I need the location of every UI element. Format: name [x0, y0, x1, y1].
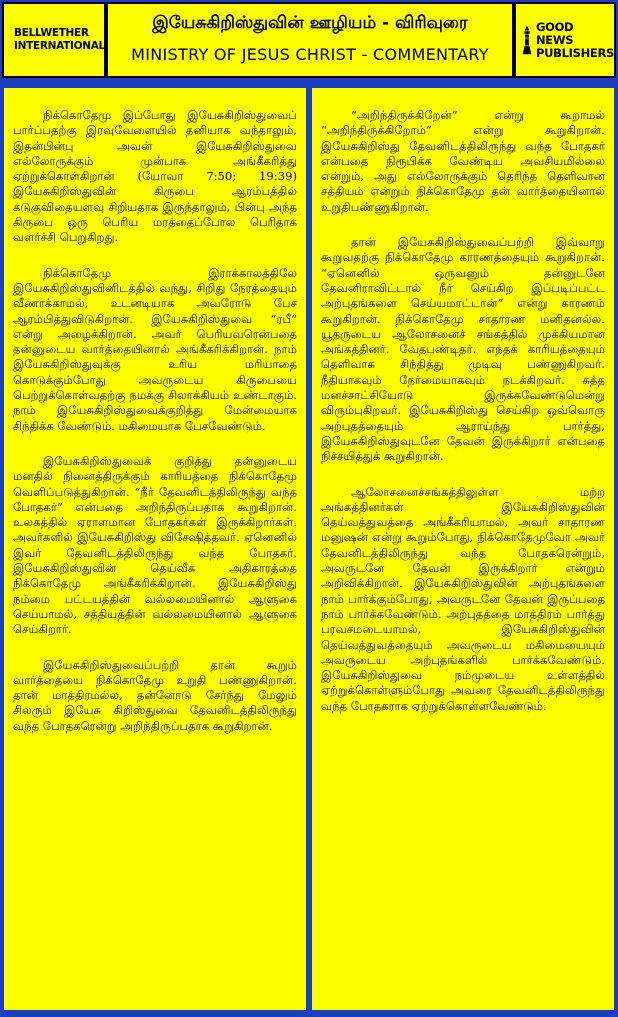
- good-news-logo-text: [536, 21, 614, 60]
- tower-icon: [522, 17, 532, 63]
- left-column: [4, 88, 306, 1010]
- paragraph: இயேசுகிறிஸ்துவைக் குறித்து தன்னுடைய மனதில் நினைத்திருக்கும் காரியத்தை நிக்கொதேமு வெளிப்படுத்துகிறான். “நீர் தேவனிடத்திலிருந்து வந்த போதகர்” என்பதை அறிந்திருப்பதாக கூறுகிறான். உலகத்தில் ஏராளமான போதகர்கள் இருக்கிறார்கள். அவர்களில் இயேசுகிறிஸ்து விசேஷித்தவர். ஏனெனில் இவர் தேவனிடத்திலிருந்து வந்த போதகர். இயேசுகிறிஸ்துவின் தெய்வீக அதிகாரத்தை நிக்கொதேமு அங்கீகரிக்கிறான். இயேசுகிறிஸ்து நம்மை பட்டயத்தின் வல்லமையினால் ஆளுகை செய்யாமல், சத்தியத்தின் வல்லமையினால் ஆளுகை செய்கிறார்.: [13, 453, 297, 637]
- title-english: MINISTRY OF JESUS CHRIST - COMMENTARY: [131, 45, 489, 64]
- right-column: [312, 88, 614, 1010]
- left-logo-line-2: INTERNATIONAL: [14, 40, 105, 52]
- paragraph: தான் இயேசுகிறிஸ்துவைப்பற்றி இவ்வாறு கூறுவதற்கு நிக்கொதேமு காரணத்தையும் கூறுகிறான். “ஏனெனில் ஒருவனும் தன்னுடனே தேவனிராவிட்டால் நீர் செய்கிற இப்படிப்பட்ட அற்புதங்களை செய்யமாட்டான்” என்று காரணம் கூறுகிறான். நிக்கொதேமு சாதாரண மனிதனல்ல. யூதருடைய ஆலோசனைச் சங்கத்தில் முக்கியமான அங்கத்தினர். வேதபண்டிதர். எந்தக் காரியத்தையும் தெளிவாக சிந்தித்து முடிவு பண்ணுகிறவர். நீதியாகவும் நேர்மையாகவும் நடக்கிறவர். சுத்த மனச்சாட்சியோடு இருக்கவேண்டுமென்று விரும்புகிறவர். இயேசுகிறிஸ்து செய்கிற ஒவ்வொரு அற்புதத்தையும் ஆராய்ந்து பார்த்து, இயேசுகிறிஸ்துவுடனே தேவன் இருக்கிறார் என்பதை நிச்சயித்துக் கூறுகிறான்.: [321, 235, 605, 464]
- paragraph: நிக்கொதேமு இராக்காலத்திலே இயேசுகிறிஸ்துவினிடத்தில் வந்து, சிறிது நேரத்தையும் வீணாக்காமல், உடனடியாக அவரோடு பேச ஆரம்பித்துவிடுகிறான். இயேசுகிறிஸ்துவை “ரபீ” என்று அழைக்கிறான். அவர் பெரியவரென்பதை தன்னுடைய வார்த்தையினால் அங்கீகரிக்கிறான். நாம் இயேசுகிறிஸ்துவுக்கு உரிய மரியாதை கொடுக்கும்போது அவருடைய கிருபையை பெற்றுக்கொள்வதற்கு நமக்கு சிலாக்கியம் உண்டாகும். நாம் இயேசுகிறிஸ்துவைக்குறித்து மேன்மையாக சிந்திக்க வேண்டும். மகிமையாக பேசவேண்டும்.: [13, 265, 297, 433]
- left-logo-line-1: BELLWETHER: [14, 27, 89, 39]
- right-logo-line-2: PUBLISHERS: [535, 45, 614, 60]
- paragraph: “அறிந்திருக்கிறேன்” என்று கூறாமல் “அறிந்திருக்கிறோம்” என்று கூறுகிறான். இயேசுகிறிஸ்து தேவனிடத்திலிருந்து வந்த போதகர் என்பதை நிரூபிக்க வேண்டிய அவசியமில்லை என்றும், அது எல்லோருக்கும் தெரிந்த தெளிவான சத்தியம் என்றும் நிக்கொதேமு தன் வார்த்தையினால் உறுதிபண்ணுகிறான்.: [321, 108, 605, 214]
- header-banner: [2, 2, 616, 78]
- bellwether-logo-text: [14, 27, 105, 53]
- bellwether-logo: [4, 4, 104, 76]
- good-news-logo: [516, 4, 614, 76]
- title-box: [108, 4, 512, 76]
- paragraph: நிக்கொதேமு இப்போது இயேசுகிறிஸ்துவைப் பார்ப்பதற்கு இரவுவேளையில் தனியாக வந்தாலும், இதன்பின்பு அவன் இயேசுகிறிஸ்துவை எல்லோருக்கும் முன்பாக அங்கீகரித்து ஏற்றுக்கொள்கிறான் (யோவா 7:50; 19:39) இயேசுகிறிஸ்துவின் கிருபை ஆரம்பத்தில் கடுகுவிதையளவு சிறியதாக இருந்தாலும், பின்பு அந்த கிருபை ஒரு பெரிய மரத்தைப்போல பெரிதாக வளர்ச்சி பெறுகிறது.: [13, 108, 297, 245]
- paragraph: ஆலோசனைச்சங்கத்திலுள்ள மற்ற அங்கத்தினர்கள் இயேசுகிறிஸ்துவின் தெய்வத்துவத்தை அங்கீகரியாமல், அவர் சாதாரண மனுஷன் என்று கூறும்போது, நிக்கொதேமுவோ அவர் தேவனிடத்திலிருந்து வந்த போதகரென்றும், அவருடனே தேவன் இருக்கிறார் என்றும் அறிவிக்கிறான். இயேசுகிறிஸ்துவின் அற்புதங்களை நாம் பார்க்கும்போது, அவருடனே தேவன் இருப்பதை நாம் பார்க்கவேண்டும். அற்புதத்தை மாத்திரம் பார்த்து பரவசமடையாமல், இயேசுகிறிஸ்துவின் தெய்வத்துவத்தையும் அவருடைய மகிமையையும் அவருடைய அற்புதங்களில் பார்க்கவேண்டும். இயேசுகிறிஸ்துவை நம்முடைய உள்ளத்தில் ஏற்றுக்கொள்ளும்போது அவரை தேவனிடத்திலிருந்து வந்த போதகராக ஏற்றுக்கொள்ளவேண்டும்.: [321, 484, 605, 713]
- paragraph: இயேசுகிறிஸ்துவைப்பற்றி தான் கூறும் வார்த்தையை நிக்கொதேமு உறுதி பண்ணுகிறான். தான் மாத்திரமல்ல, தன்னோடு சேர்ந்து மேலும் சிலரும் இயேசு கிறிஸ்துவை தேவனிடத்திலிருந்து வந்த போதகரென்று அறிந்திருப்பதாக கூறுகிறான்.: [13, 657, 297, 733]
- title-tamil: இயேசுகிறிஸ்துவின் ஊழியம் - விரிவுரை: [152, 13, 468, 33]
- right-logo-line-1: GOOD NEWS: [535, 19, 574, 47]
